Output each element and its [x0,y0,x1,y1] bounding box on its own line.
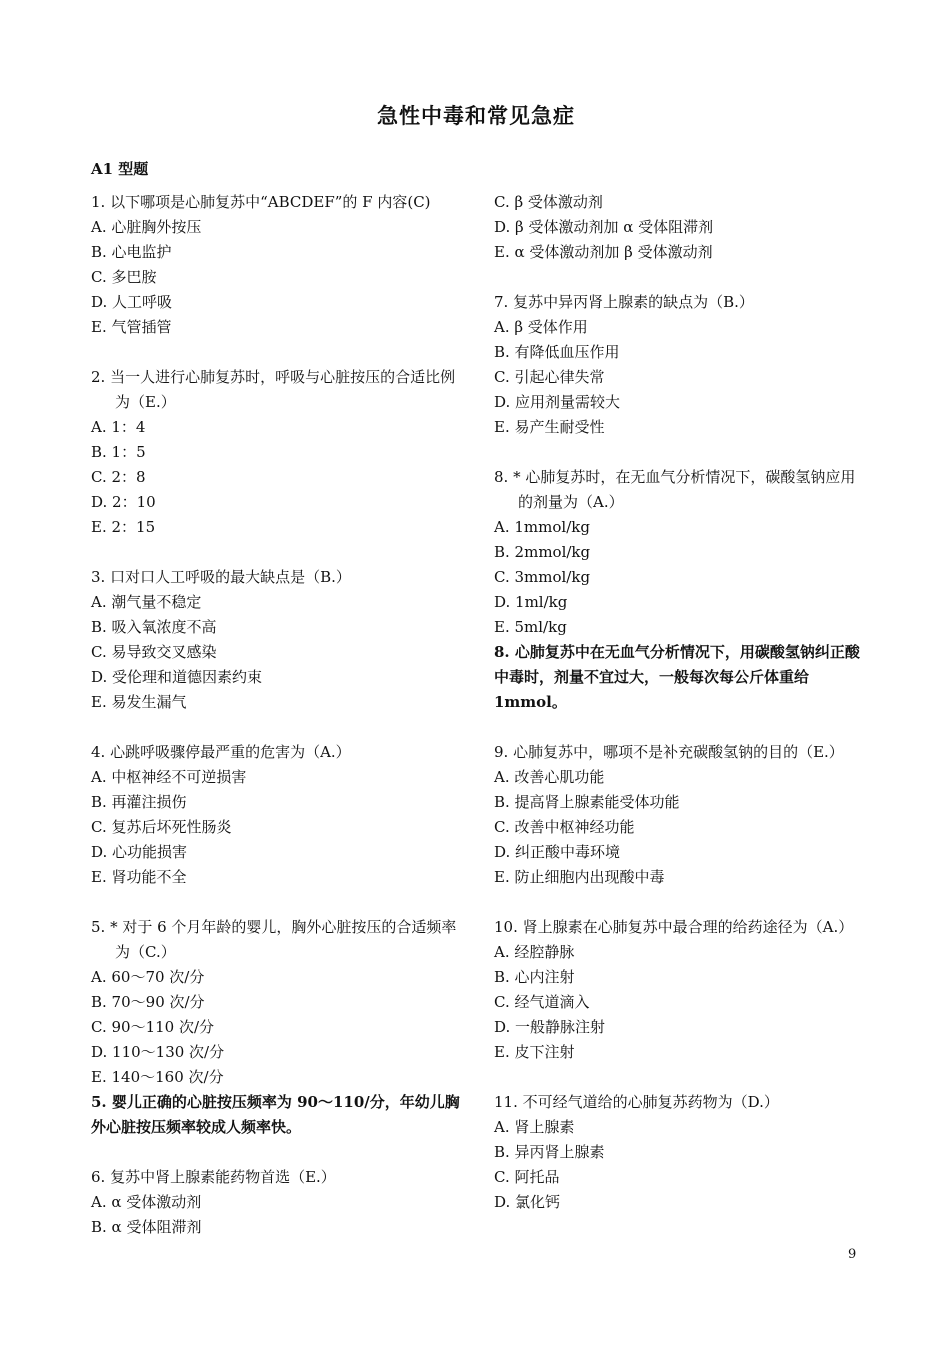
question-line: E. 气管插管 [91,318,172,336]
question-stem: 10. 肾上腺素在心肺复苏中最合理的给药途径为（A.） [494,918,854,936]
question-line: C. 易导致交叉感染 [91,643,217,661]
spacer [91,1140,463,1165]
question-line: E. 易产生耐受性 [494,418,605,436]
question-line: D. 2：10 [91,493,156,511]
section-heading: A1 型题 [91,160,149,178]
spacer [494,265,866,290]
question-line: 4. 心跳呼吸骤停最严重的危害为（A.） [91,743,351,761]
question-line: A. 中枢神经不可逆损害 [91,768,247,786]
question-line: C. 3mmol/kg [494,568,591,586]
question-line: B. 心电监护 [91,243,172,261]
question-line: 3. 口对口人工呼吸的最大缺点是（B.） [91,568,351,586]
spacer [494,440,866,465]
question-line: C. 引起心律失常 [494,368,605,386]
question-line: A. α 受体激动剂 [91,1193,202,1211]
spacer [91,890,463,915]
left-column [91,190,463,1240]
question-line: 11. 不可经气道给的心肺复苏药物为（D.） [494,1093,779,1111]
question-line: E. 防止细胞内出现酸中毒 [494,868,665,886]
answer-explanation: 8. 心肺复苏中在无血气分析情况下，用碳酸氢钠纠正酸中毒时，剂量不宜过大，一般每次每公斤体重给 1mmol。 [494,643,860,711]
question-line: C. 90～110 次/分 [91,1018,215,1036]
page-number: 9 [848,1247,857,1262]
spacer [91,540,463,565]
spacer [91,340,463,365]
question-line: D. 一般静脉注射 [494,1018,606,1036]
question-line: 6. 复苏中肾上腺素能药物首选（E.） [91,1168,336,1186]
question-line: E. 肾功能不全 [91,868,187,886]
question-line: A. 经腔静脉 [494,943,575,961]
question-line: B. 再灌注损伤 [91,793,187,811]
question-stem: 8. * 心肺复苏时，在无血气分析情况下，碳酸氢钠应用的剂量为（A.） [494,468,856,511]
question-line: B. 2mmol/kg [494,543,591,561]
question-line: B. α 受体阻滞剂 [91,1218,202,1236]
question-line: D. 110～130 次/分 [91,1043,225,1061]
question-line: C. β 受体激动剂 [494,193,603,211]
question-line: D. β 受体激动剂加 α 受体阻滞剂 [494,218,714,236]
question-line: E. 5ml/kg [494,618,567,636]
question-line: 9. 心肺复苏中，哪项不是补充碳酸氢钠的目的（E.） [494,743,844,761]
question-line: E. 140～160 次/分 [91,1068,224,1086]
question-line: B. 心内注射 [494,968,575,986]
question-line: A. 1mmol/kg [494,518,590,536]
question-stem: 5. * 对于 6 个月年龄的婴儿，胸外心脏按压的合适频率为（C.） [91,918,457,961]
question-line: C. 经气道滴入 [494,993,590,1011]
question-line: A. 改善心肌功能 [494,768,605,786]
question-stem: 2. 当一人进行心肺复苏时，呼吸与心脏按压的合适比例为（E.） [91,368,456,411]
question-line: B. 提高肾上腺素能受体功能 [494,793,680,811]
question-line: 7. 复苏中异丙肾上腺素的缺点为（B.） [494,293,754,311]
question-line: B. 有降低血压作用 [494,343,620,361]
question-line: A. 肾上腺素 [494,1118,575,1136]
question-line: D. 受伦理和道德因素约束 [91,668,263,686]
spacer [91,715,463,740]
question-line: B. 吸入氧浓度不高 [91,618,217,636]
question-line: D. 纠正酸中毒环境 [494,843,621,861]
question-line: A. 潮气量不稳定 [91,593,202,611]
question-line: C. 改善中枢神经功能 [494,818,635,836]
spacer [494,890,866,915]
question-line: E. α 受体激动剂加 β 受体激动剂 [494,243,713,261]
question-line: E. 皮下注射 [494,1043,575,1061]
question-line: A. β 受体作用 [494,318,588,336]
question-line: B. 异丙肾上腺素 [494,1143,605,1161]
question-line: C. 阿托品 [494,1168,560,1186]
question-line: D. 1ml/kg [494,593,568,611]
right-column [494,190,866,1215]
question-line: D. 氯化钙 [494,1193,561,1211]
spacer [494,715,866,740]
question-line: B. 1：5 [91,443,146,461]
question-line: E. 2：15 [91,518,156,536]
question-line: D. 心功能损害 [91,843,188,861]
question-line: A. 心脏胸外按压 [91,218,202,236]
question-line: D. 人工呼吸 [91,293,173,311]
question-line: C. 多巴胺 [91,268,157,286]
question-line: C. 复苏后坏死性肠炎 [91,818,232,836]
answer-explanation: 5. 婴儿正确的心脏按压频率为 90～110/分，年幼儿胸外心脏按压频率较成人频率快。 [91,1093,460,1136]
question-line: 1. 以下哪项是心肺复苏中“ABCDEF”的 F 内容(C) [91,193,431,211]
question-line: B. 70～90 次/分 [91,993,205,1011]
question-line: C. 2：8 [91,468,146,486]
page-title: 急性中毒和常见急症 [377,104,575,128]
question-line: D. 应用剂量需较大 [494,393,621,411]
question-line: E. 易发生漏气 [91,693,187,711]
question-line: A. 1：4 [91,418,146,436]
question-line: A. 60～70 次/分 [91,968,205,986]
spacer [494,1065,866,1090]
